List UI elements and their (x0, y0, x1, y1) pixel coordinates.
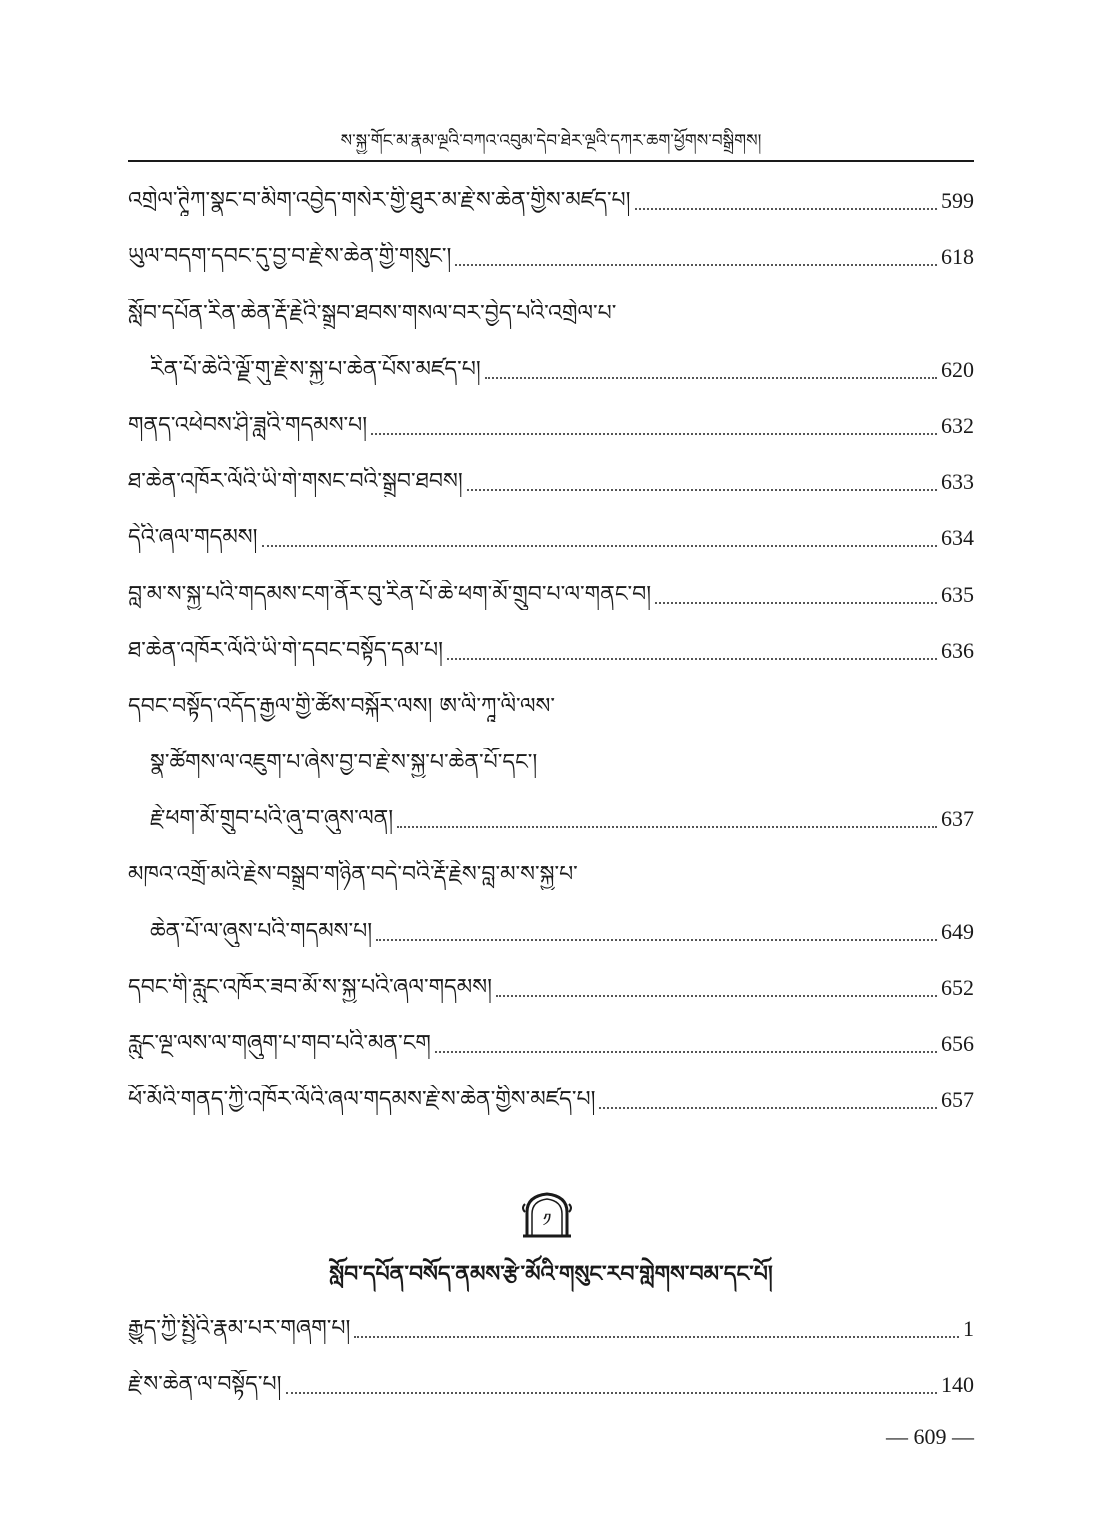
toc-entry (128, 902, 974, 958)
toc-entry-title: དེའི་ཞལ་གདམས། (128, 525, 258, 551)
ornament-icon (521, 1190, 573, 1238)
dot-leader (435, 1051, 937, 1053)
dot-leader (599, 1107, 937, 1109)
dot-leader (635, 208, 937, 210)
toc-entry (128, 397, 974, 453)
toc-entry-page: 636 (941, 637, 974, 663)
toc-entry-title: རྒྱུད་ཀྱི་སྤྱིའི་རྣམ་པར་གཞག་པ། (128, 1316, 351, 1342)
toc-entry-page: 632 (941, 412, 974, 438)
toc-entry (128, 1300, 974, 1356)
toc-entry-title: རྗེ་ཕག་མོ་གྲུབ་པའི་ཞུ་བ་ཞུས་ལན། (150, 806, 394, 832)
toc-entry (128, 172, 974, 228)
dot-leader (496, 995, 937, 997)
toc-entry-page: 140 (941, 1372, 974, 1398)
toc-entry-title: དབང་གི་རླུང་འཁོར་ཟབ་མོ་ས་སྐྱ་པའི་ཞལ་གདམས། (128, 974, 492, 1000)
toc-entry (128, 341, 974, 397)
toc-entry-title: ཆེན་པོ་ལ་ཞུས་པའི་གདམས་པ། (150, 918, 373, 944)
section-title: སློབ་དཔོན་བསོད་ནམས་རྩེ་མོའི་གསུང་རབ་གླེགས་བམ་དང་པོ། (329, 1261, 773, 1287)
toc-entry-title: དབང་བསྟོད་འདོད་རྒྱལ་གྱི་ཚོས་བསྐོར་ལས། ཨ་ལི་ཀཱ་ལི་ལས་ (128, 693, 555, 719)
toc-entry-page: 620 (941, 356, 974, 382)
dot-leader (397, 826, 937, 828)
dot-leader (655, 602, 937, 604)
toc-entry (128, 1356, 974, 1412)
toc-entry-title: གནད་འཕེབས་ཤི་ཟླའི་གདམས་པ། (128, 412, 368, 438)
toc-entry-title: ཐ་ཆེན་འཁོར་ལོའི་ཡི་གེ་དབང་བསྟོད་དམ་པ། (128, 637, 443, 663)
table-of-contents-section (128, 1300, 974, 1412)
toc-entry (128, 678, 974, 734)
toc-entry-title: ཕོ་མོའི་གནད་ཀྱི་འཁོར་ལོའི་ཞལ་གདམས་རྗེ་ས་ཆེན་གྱིས་མཛད་པ། (128, 1087, 596, 1113)
toc-entry-page: 657 (941, 1087, 974, 1113)
toc-entry (128, 453, 974, 509)
running-head: ས་སྐྱ་གོང་མ་རྣམ་ལྔའི་བཀའ་འབུམ་དེབ་ཐེར་ལྔའི་དཀར་ཆག་ཕྱོགས་བསྒྲིགས། (340, 131, 762, 151)
toc-entry-page: 634 (941, 525, 974, 551)
toc-entry (128, 228, 974, 284)
toc-entry-page: 656 (941, 1031, 974, 1056)
toc-entry (128, 734, 974, 790)
toc-entry (128, 846, 974, 902)
toc-entry-title: རླུང་ལྔ་ལས་ལ་གཞུག་པ་གབ་པའི་མན་ངག (128, 1031, 431, 1056)
toc-entry (128, 622, 974, 678)
page-number: — 609 — (886, 1424, 974, 1449)
dot-leader (447, 658, 937, 660)
toc-entry (128, 790, 974, 846)
toc-entry (128, 1015, 974, 1071)
toc-entry-page: 637 (941, 806, 974, 832)
toc-entry-title: མཁའ་འགྲོ་མའི་རྗེས་བསྒྲུབ་གཉིན་བདེ་བའི་རྡོ་རྗེས་བླ་མ་ས་སྐྱ་པ་ (128, 862, 578, 888)
dot-leader (485, 377, 937, 379)
dot-leader (467, 489, 937, 491)
toc-entry-title: སློབ་དཔོན་རིན་ཆེན་རྡོ་རྗེའི་སྒྲུབ་ཐབས་གསལ་བར་བྱེད་པའི་འགྲེལ་པ་ (128, 300, 617, 326)
header-rule (128, 160, 974, 162)
toc-entry-page: 633 (941, 469, 974, 495)
toc-entry-page: 635 (941, 581, 974, 607)
toc-entry (128, 959, 974, 1015)
toc-entry (128, 1071, 974, 1127)
dot-leader (354, 1336, 959, 1338)
toc-entry-title: ཡུལ་བདག་དབང་དུ་བྱ་བ་རྗེ་ས་ཆེན་གྱི་གསུང་། (128, 244, 452, 270)
ornament-glyph: ༡ (542, 1210, 552, 1231)
toc-entry-title: རྗེ་ས་ཆེན་ལ་བསྟོད་པ། (128, 1372, 282, 1398)
dot-leader (371, 433, 937, 435)
toc-entry (128, 565, 974, 621)
toc-entry (128, 509, 974, 565)
toc-entry-page: 652 (941, 974, 974, 1000)
toc-entry-page: 1 (963, 1316, 974, 1342)
dot-leader (262, 545, 937, 547)
toc-entry-title: བླ་མ་ས་སྐྱ་པའི་གདམས་ངག་ནོར་བུ་རིན་པོ་ཆེ་ཕག་མོ་གྲུབ་པ་ལ་གནང་བ། (128, 581, 652, 607)
dot-leader (286, 1392, 937, 1394)
dot-leader (455, 264, 937, 266)
toc-entry-title: ཐ་ཆེན་འཁོར་ལོའི་ཡི་གེ་གསང་བའི་སྒྲུབ་ཐབས། (128, 469, 463, 495)
toc-entry-title: རིན་པོ་ཆེའི་ལྗོ་གུ་རྗེ་ས་སྐྱ་པ་ཆེན་པོས་མཛད་པ། (150, 356, 481, 382)
toc-entry-page: 618 (941, 244, 974, 270)
toc-entry-page: 649 (941, 918, 974, 944)
dot-leader (376, 939, 937, 941)
table-of-contents (128, 172, 974, 1127)
toc-entry-page: 599 (941, 188, 974, 214)
toc-entry-title: འགྲེལ་ཊཱིཀ་སྣང་བ་མིག་འབྱེད་གསེར་གྱི་ཐུར་མ་རྗེ་ས་ཆེན་གྱིས་མཛད་པ། (128, 188, 631, 214)
toc-entry-title: སྣ་ཚོགས་ལ་འཇུག་པ་ཞེས་བྱ་བ་རྗེ་ས་སྐྱ་པ་ཆེན་པོ་དང་། (150, 750, 538, 776)
toc-entry (128, 284, 974, 340)
